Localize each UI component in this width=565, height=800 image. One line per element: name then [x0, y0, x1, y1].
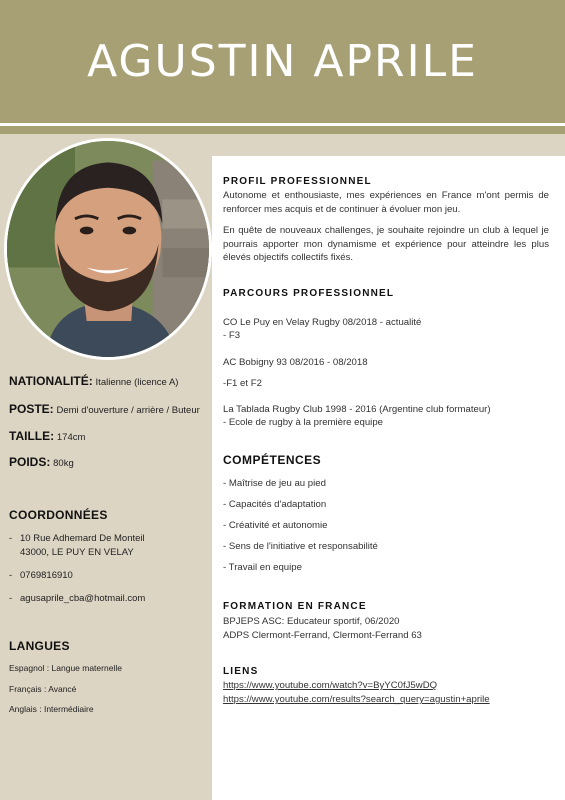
fact-value: Italienne (licence A): [95, 377, 179, 388]
career-detail: -F1 et F2: [223, 378, 262, 389]
career-title: AC Bobigny 93 08/2016 - 08/2018: [223, 357, 368, 368]
bullet: -: [9, 533, 13, 544]
career-item: [223, 403, 491, 429]
profile-paragraph-2: En quête de nouveaux challenges, je souhaite rejoindre un club à lequel je pourrais apporter mon dynamisme et expérience pour atteindre les plus élevés objectifs collectifs fixés.: [223, 225, 549, 263]
profile-photo: [4, 138, 212, 360]
fact-label: TAILLE:: [9, 429, 55, 443]
address-line2: 43000, LE PUY EN VELAY: [20, 547, 134, 558]
fact-label: POIDS:: [9, 455, 51, 469]
career-title: CO Le Puy en Velay Rugby 08/2018 - actualité: [223, 317, 422, 328]
skill-item: - Travail en equipe: [223, 562, 302, 573]
header-strip: [0, 126, 565, 134]
language-item: Espagnol : Langue maternelle: [9, 663, 122, 673]
link-youtube-video[interactable]: https://www.youtube.com/watch?v=ByYC0fJ5wDQ: [223, 680, 438, 691]
link-youtube-search[interactable]: https://www.youtube.com/results?search_query=agustin+aprile: [223, 694, 490, 705]
fact-value: 174cm: [56, 432, 86, 443]
skill-item: - Créativité et autonomie: [223, 520, 328, 531]
main-top-band: [212, 134, 565, 156]
skill-item: - Sens de l'initiative et responsabilité: [223, 541, 378, 552]
contact-address: [9, 532, 145, 560]
training-heading: FORMATION EN FRANCE: [223, 601, 367, 612]
fact-value: Demi d'ouverture / arrière / Buteur: [56, 405, 200, 416]
contact-heading: COORDONNÉES: [9, 508, 108, 522]
language-item: Français : Avancé: [9, 684, 77, 694]
phone-number[interactable]: 0769816910: [20, 570, 73, 581]
language-item: Anglais : Intermédiaire: [9, 704, 94, 714]
links-heading: LIENS: [223, 666, 259, 677]
email-address[interactable]: agusaprile_cba@hotmail.com: [20, 593, 146, 604]
skills-heading: COMPÉTENCES: [223, 453, 322, 467]
fact-height: [9, 429, 85, 443]
bullet: -: [9, 570, 13, 581]
training-item: ADPS Clermont-Ferrand, Clermont-Ferrand 63: [223, 630, 422, 641]
career-item: [223, 356, 368, 390]
fact-weight: [9, 455, 74, 469]
career-detail: - Ecole de rugby à la première equipe: [223, 417, 383, 428]
skill-item: - Maîtrise de jeu au pied: [223, 478, 326, 489]
skill-item: - Capacités d'adaptation: [223, 499, 327, 510]
fact-label: POSTE:: [9, 402, 54, 416]
career-title: La Tablada Rugby Club 1998 - 2016 (Argentine club formateur): [223, 404, 491, 415]
fact-value: 80kg: [53, 458, 74, 469]
bullet: -: [9, 593, 13, 604]
career-item: [223, 316, 421, 342]
profile-paragraph-1: Autonome et enthousiaste, mes expériences en France m'ont permis de renforcer mes acquis et de continuer à évoluer mon jeu.: [223, 190, 549, 215]
candidate-name: AGUSTIN APRILE: [87, 36, 478, 87]
fact-nationality: [9, 374, 178, 388]
career-heading: PARCOURS PROFESSIONNEL: [223, 288, 395, 299]
fact-label: NATIONALITÉ:: [9, 374, 93, 388]
contact-email: [9, 592, 145, 606]
languages-heading: LANGUES: [9, 639, 70, 653]
contact-phone: [9, 569, 73, 583]
address-line1: 10 Rue Adhemard De Monteil: [20, 533, 145, 544]
profile-heading: PROFIL PROFESSIONNEL: [223, 176, 372, 187]
career-detail: - F3: [223, 330, 241, 341]
training-item: BPJEPS ASC: Educateur sportif, 06/2020: [223, 616, 400, 627]
fact-position: [9, 402, 200, 416]
